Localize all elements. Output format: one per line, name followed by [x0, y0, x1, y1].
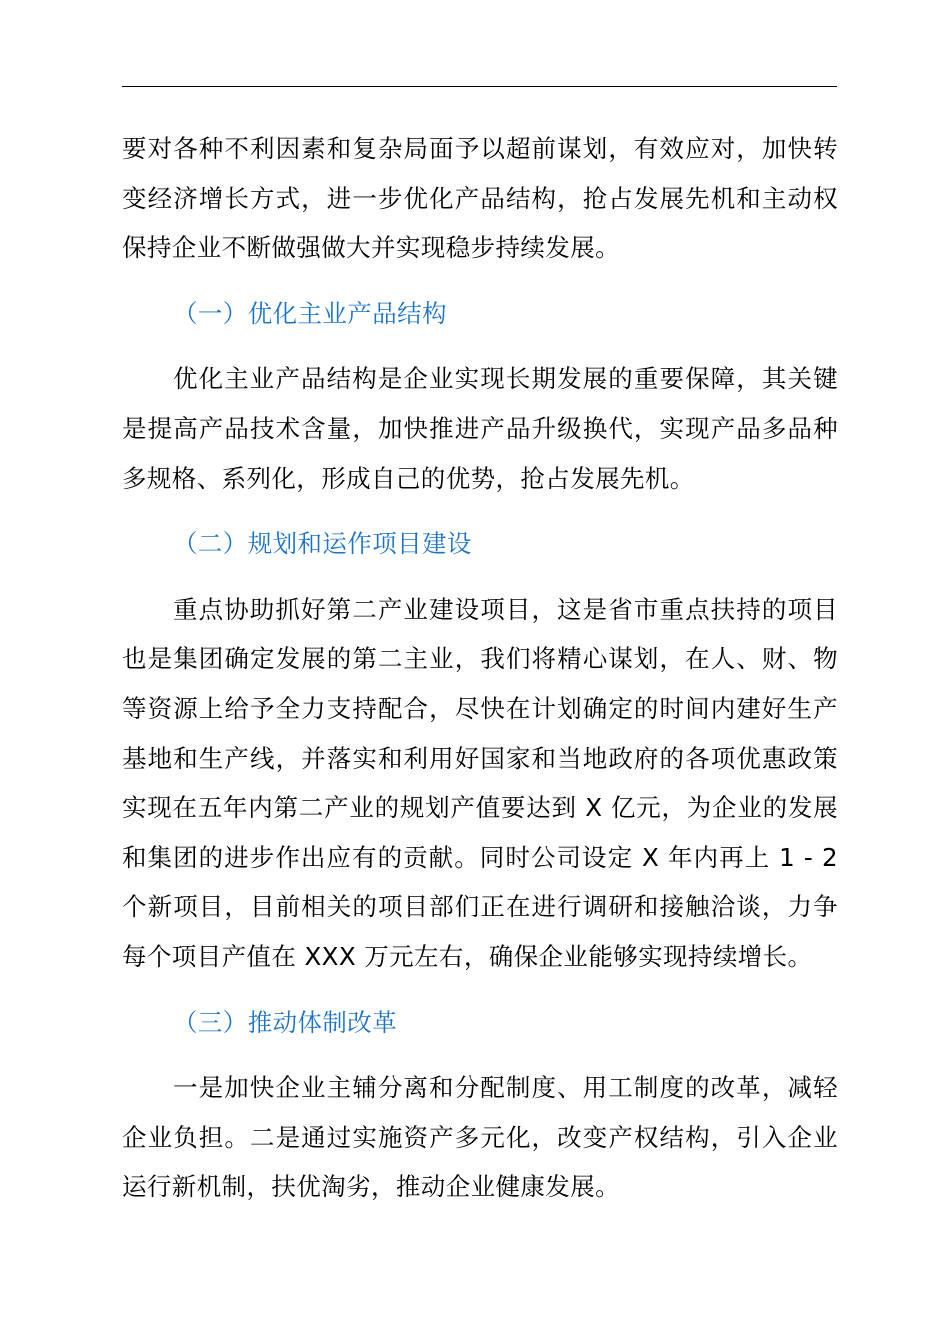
section-heading-2: （二）规划和运作项目建设: [173, 529, 472, 559]
spacer: [122, 569, 838, 585]
paragraph-intro: 要对各种不利因素和复杂局面予以超前谋划，有效应对，加快转变经济增长方式，进一步优化产品结构，抢占发展先机和主动权保持企业不断做强做大并实现稳步持续发展。: [122, 134, 838, 263]
section-heading-1: （一）优化主业产品结构: [173, 298, 447, 328]
spacer: [122, 503, 838, 519]
spacer: [122, 338, 838, 354]
header-rule: [122, 86, 837, 87]
document-body: [122, 124, 838, 1212]
paragraph-project-construction: 重点协助抓好第二产业建设项目，这是省市重点扶持的项目也是集团确定发展的第二主业，我们将精心谋划，在人、财、物等资源上给予全力支持配合，尽快在计划确定的时间内建好生产基地和生产线，并落实和利用好国家和当地政府的各项优惠政策实现在五年内第二产业的规划产值要达到 X 亿元，为企业的发展和集团的进步作出应有的贡献。同时公司设定 X 年内再上 1 - 2 个新项目，目前相关的项目部们正在进行调研和接触洽谈，力争每个项目产值在 XXX 万元左右，确保企业能够实现持续增长。: [122, 594, 838, 971]
paragraph-product-structure: 优化主业产品结构是企业实现长期发展的重要保障，其关键是提高产品技术含量，加快推进产品升级换代，实现产品多品种多规格、系列化，形成自己的优势，抢占发展先机。: [122, 364, 838, 493]
spacer: [122, 273, 838, 289]
spacer: [122, 982, 838, 998]
spacer: [122, 1047, 838, 1063]
section-heading-3: （三）推动体制改革: [173, 1007, 398, 1037]
paragraph-system-reform: 一是加快企业主辅分离和分配制度、用工制度的改革，减轻企业负担。二是通过实施资产多元化，改变产权结构，引入企业运行新机制，扶优淘劣，推动企业健康发展。: [122, 1073, 838, 1202]
